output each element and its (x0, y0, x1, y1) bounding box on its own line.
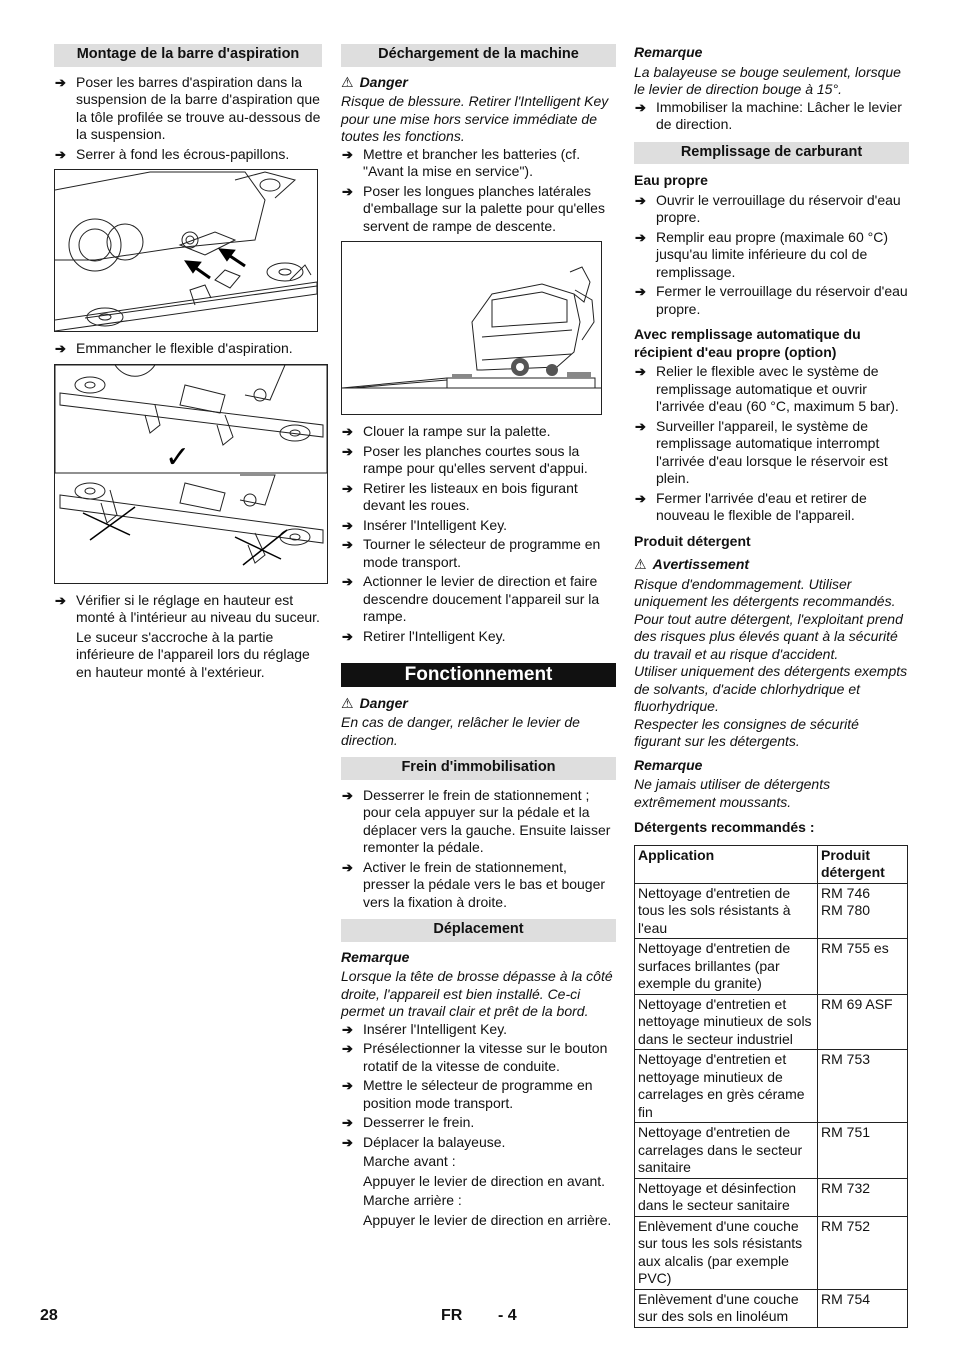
cell-application: Nettoyage d'entretien de tous les sols résistants à l'eau (635, 883, 818, 939)
cell-produit: RM 754 (818, 1289, 908, 1327)
table-row (635, 939, 908, 995)
section-heading-montage: Montage de la barre d'aspiration (54, 44, 322, 67)
instruction-item: ➔ Surveiller l'appareil, le système de remplissage automatique interrompt l'arrivée d'eau lorsque le réservoir est plein. (634, 418, 909, 488)
cell-produit: RM 69 ASF (818, 994, 908, 1050)
instruction-item: ➔ Ouvrir le verrouillage du réservoir d'eau propre. (634, 192, 909, 227)
detergent-table (634, 845, 908, 1328)
instruction-item: ➔ Poser les planches courtes sous la rampe pour qu'elles servent d'appui. (341, 443, 616, 478)
warning-triangle-icon: ⚠ (341, 694, 354, 711)
warning-label: Avertissement (652, 556, 750, 572)
danger-label: Danger (359, 73, 408, 90)
instruction-item: ➔ Remplir eau propre (maximale 60 °C) jusqu'au limite inférieure du col de remplissage. (634, 229, 909, 282)
cell-produit: RM 746 RM 780 (818, 883, 908, 939)
cell-application: Nettoyage d'entretien de carrelages dans le secteur sanitaire (635, 1123, 818, 1179)
section-heading-remplissage: Remplissage de carburant (634, 142, 909, 165)
subheading-produit-detergent: Produit détergent (634, 532, 751, 549)
cell-produit: RM 753 (818, 1050, 908, 1123)
instruction-item: ➔ Présélectionner la vitesse sur le bouton rotatif de la vitesse de conduite. (341, 1040, 616, 1075)
table-row (635, 994, 908, 1050)
instruction-item: ➔ Mettre le sélecteur de programme en position mode transport. (341, 1077, 616, 1112)
column-middle (341, 44, 616, 1231)
cell-application: Enlèvement d'une couche sur tous les sols résistants aux alcalis (par exemple PVC) (635, 1216, 818, 1289)
cell-application: Nettoyage et désinfection dans le secteur sanitaire (635, 1178, 818, 1216)
column-header-produit: Produit détergent (818, 845, 908, 883)
warning-text: Risque d'endommagement. Utiliser uniquement les détergents recommandés. Pour tout autre détergent, l'exploitant prend des risques plus élevés quant à la sécurité du travail et au risque d'accident. (634, 575, 903, 662)
section-heading-deplacement: Déplacement (341, 919, 616, 942)
cell-produit: RM 751 (818, 1123, 908, 1179)
instruction-subtext: Marche arrière : (363, 1192, 462, 1208)
height-adjustment-illustration (55, 365, 327, 583)
danger-text: En cas de danger, relâcher le levier de direction. (341, 714, 580, 748)
instruction-item: ➔ Insérer l'Intelligent Key. (341, 1021, 616, 1039)
remark-title: Remarque (634, 756, 703, 773)
instruction-item: ➔ Immobiliser la machine: Lâcher le levier de direction. (634, 99, 909, 134)
instruction-item: ➔ Tourner le sélecteur de programme en mode transport. (341, 536, 616, 571)
warning-text: Utiliser uniquement des détergents exempts de solvants, d'acide chlorhydrique et fluorhydrique. (634, 663, 908, 714)
warning-notice-title (634, 556, 909, 574)
instruction-item: ➔ Relier le flexible avec le système de remplissage automatique et ouvrir l'arrivée d'eau (60 °C, maximum 5 bar). (634, 363, 909, 416)
subheading-remplissage-auto: Avec remplissage automatique du récipient d'eau propre (option) (634, 326, 861, 360)
table-row (635, 1289, 908, 1327)
instruction-item: ➔ Poser les barres d'aspiration dans la suspension de la barre d'aspiration que la tôle profilée se trouve au-dessous de la suspension. (54, 74, 322, 144)
column-right (634, 44, 909, 1328)
cell-application: Nettoyage d'entretien et nettoyage minutieux de carrelages en grès cérame fin (635, 1050, 818, 1123)
subheading-detergents-recommandes: Détergents recommandés : (634, 819, 815, 835)
warning-triangle-icon: ⚠ (341, 73, 354, 90)
machine-on-pallet-illustration (342, 242, 601, 414)
warning-triangle-icon: ⚠ (634, 556, 647, 572)
table-row (635, 1178, 908, 1216)
table-row (635, 1123, 908, 1179)
instruction-item: ➔ Insérer l'Intelligent Key. (341, 517, 616, 535)
chapter-heading-fonctionnement: Fonctionnement (341, 663, 616, 687)
section-heading-dechargement: Déchargement de la machine (341, 44, 616, 67)
warning-text: Respecter les consignes de sécurité figurant sur les détergents. (634, 715, 859, 749)
column-left (54, 44, 322, 683)
table-row (635, 1216, 908, 1289)
section-heading-frein: Frein d'immobilisation (341, 757, 616, 780)
figure-unloading-ramp (341, 241, 602, 415)
instruction-item: ➔ Mettre et brancher les batteries (cf. "Avant la mise en service"). (341, 146, 616, 181)
cell-application: Nettoyage d'entretien de surfaces brillantes (par exemple du granite) (635, 939, 818, 995)
instruction-item: ➔ Serrer à fond les écrous-papillons. (54, 146, 322, 164)
instruction-item: ➔ Vérifier si le réglage en hauteur est monté à l'intérieur au niveau du suceur. (54, 592, 322, 627)
danger-text: Risque de blessure. Retirer l'Intelligent Key pour une mise hors service immédiate de toutes les fonctions. (341, 93, 609, 144)
cell-produit: RM 752 (818, 1216, 908, 1289)
figure-height-adjustment (54, 364, 328, 584)
language-code: FR (441, 1307, 463, 1324)
cell-produit: RM 755 es (818, 939, 908, 995)
instruction-item: ➔ Poser les longues planches latérales d'emballage sur la palette pour qu'elles servent de rampe de descente. (341, 183, 616, 236)
danger-notice-title (341, 74, 616, 92)
instruction-subtext: Marche avant : (363, 1153, 456, 1169)
page-number: 28 (40, 1307, 58, 1324)
cell-application: Enlèvement d'une couche sur des sols en linoléum (635, 1289, 818, 1327)
danger-notice-title (341, 695, 616, 713)
table-row (635, 1050, 908, 1123)
remark-text: La balayeuse se bouge seulement, lorsque le levier de direction bouge à 15°. (634, 63, 901, 97)
instruction-item: ➔ Déplacer la balayeuse. (341, 1134, 616, 1152)
remark-title: Remarque (634, 44, 703, 60)
table-header-row (635, 845, 908, 883)
instruction-item: ➔ Desserrer le frein. (341, 1114, 616, 1132)
instruction-item: ➔ Desserrer le frein de stationnement ; pour cela appuyer sur la pédale et la déplacer vers la gauche. Ensuite laisser remonter la pédale. (341, 787, 616, 857)
instruction-item: ➔ Retirer les listeaux en bois figurant devant les roues. (341, 480, 616, 515)
figure-suction-bar-mount (54, 169, 318, 332)
instruction-note: Le suceur s'accroche à la partie inférieure de l'appareil lors du réglage en hauteur monté à l'extérieur. (76, 628, 310, 680)
section-number: - 4 (498, 1307, 517, 1324)
instruction-item: ➔ Fermer l'arrivée d'eau et retirer de nouveau le flexible de l'appareil. (634, 490, 909, 525)
instruction-item: ➔ Actionner le levier de direction et faire descendre doucement l'appareil sur la rampe. (341, 573, 616, 626)
instruction-item: ➔ Emmancher le flexible d'aspiration. (54, 340, 322, 358)
check-mark-icon: ✓ (165, 439, 191, 475)
instruction-item: ➔ Clouer la rampe sur la palette. (341, 423, 616, 441)
table-row (635, 883, 908, 939)
subheading-eau-propre: Eau propre (634, 172, 708, 188)
remark-title: Remarque (341, 948, 410, 965)
danger-label: Danger (359, 694, 408, 711)
instruction-item: ➔ Retirer l'Intelligent Key. (341, 628, 616, 646)
remark-text: Lorsque la tête de brosse dépasse à la côté droite, l'appareil est bien installé. Ce-ci permet un travail clair et prêt de la bord. (341, 968, 613, 1019)
suction-bar-illustration (55, 170, 317, 331)
instruction-subtext: Appuyer le levier de direction en arrière. (363, 1211, 612, 1228)
instruction-item: ➔ Fermer le verrouillage du réservoir d'eau propre. (634, 283, 909, 318)
column-header-application: Application (635, 845, 818, 883)
cell-produit: RM 732 (818, 1178, 908, 1216)
cell-application: Nettoyage d'entretien et nettoyage minutieux de sols dans le secteur industriel (635, 994, 818, 1050)
instruction-item: ➔ Activer le frein de stationnement, presser la pédale vers le bas et bouger vers la fixation à droite. (341, 859, 616, 912)
remark-text: Ne jamais utiliser de détergents extrêmement moussants. (634, 776, 831, 810)
instruction-subtext: Appuyer le levier de direction en avant. (363, 1172, 606, 1189)
